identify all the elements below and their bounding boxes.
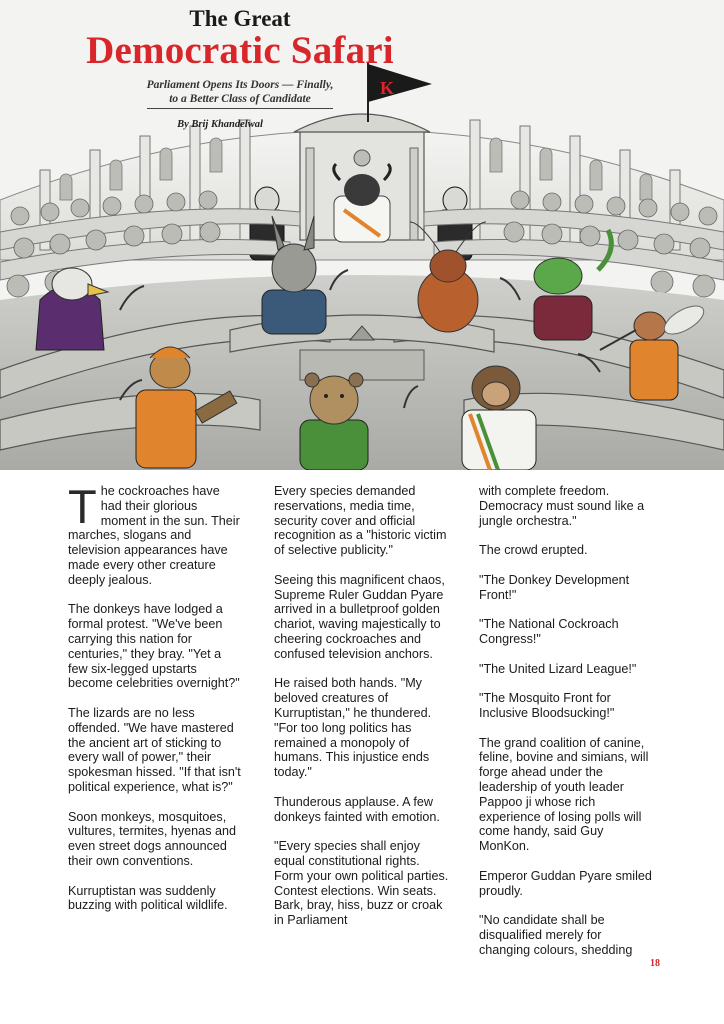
article-body [68, 480, 668, 964]
paragraph: "The Donkey Development Front!" [479, 572, 630, 602]
hero-illustration [0, 0, 724, 470]
paragraph [68, 480, 244, 588]
title-line-1: The Great [189, 6, 291, 31]
subtitle-line-2: to a Better Class of Candidate [169, 93, 311, 105]
page-number: 18 [650, 958, 660, 969]
paragraph: The donkeys have lodged a formal protest. "We've been carrying this nation for centuries," they bray. "Yet a few six-legged upstarts become celebrities overnight?" [68, 602, 240, 691]
paragraph: The grand coalition of canine, feline, bovine and simians, will forge ahead under the leadership of youth leader Pappoo ji whose rich experience of losing polls will come handy, said Guy MonKon. [479, 735, 649, 854]
paragraph: "No candidate shall be disqualified merely for changing colours, shedding [479, 913, 633, 957]
article-column-2 [274, 484, 450, 943]
headline-block [40, 6, 440, 130]
byline: By Brij Khandelwal [177, 119, 263, 130]
paragraph: Soon monkeys, mosquitoes, vultures, termites, hyenas and even street dogs announced their own conventions. [68, 809, 236, 868]
paragraph: Every species demanded reservations, media time, security cover and official recognition as a "historic victim of selective publicity." [274, 484, 447, 558]
paragraph: Thunderous applause. A few donkeys fainted with emotion. [274, 794, 440, 824]
paragraph: "The United Lizard League!" [479, 661, 637, 676]
paragraph: Kurruptistan was suddenly buzzing with political wildlife. [68, 883, 228, 913]
subtitle-line-1: Parliament Opens Its Doors — Finally, [146, 79, 334, 91]
title-line-2: Democratic Safari [86, 29, 394, 72]
paragraph-text: he cockroaches have had their glorious moment in the sun. Their marches, slogans and television appearances have made every other creature deeply jealous. [68, 484, 240, 587]
paragraph: "The National Cockroach Congress!" [479, 617, 619, 646]
article-column-1 [68, 480, 244, 928]
paragraph: The lizards are no less offended. "We have mastered the ancient art of sticking to every wall of power," their spokesman hissed. "If that isn't political experience, what is?" [68, 705, 241, 794]
drop-cap: T [68, 480, 97, 533]
subtitle [40, 78, 440, 109]
paragraph: with complete freedom. Democracy must sound like a jungle orchestra." [479, 484, 645, 528]
paragraph: Emperor Guddan Pyare smiled proudly. [479, 868, 652, 898]
flag-letter: K [380, 78, 395, 98]
subtitle-rule [147, 108, 333, 109]
paragraph: The crowd erupted. [479, 543, 588, 558]
paragraph: "Every species shall enjoy equal constitutional rights. Form your own political parties. Contest elections. Win seats. Bark, bray, hiss, buzz or croak in Parliament [274, 839, 449, 928]
paragraph: Seeing this magnificent chaos, Supreme Ruler Guddan Pyare arrived in a bulletproof golden chariot, waving majestically to cheering cockroaches and confused television anchors. [274, 572, 445, 661]
paragraph: He raised both hands. "My beloved creatures of Kurruptistan," he thundered. "For too long politics has remained a monopoly of humans. This injustice ends today." [274, 676, 432, 780]
paragraph: "The Mosquito Front for Inclusive Bloodsucking!" [479, 691, 615, 720]
article-column-3 [479, 484, 655, 972]
